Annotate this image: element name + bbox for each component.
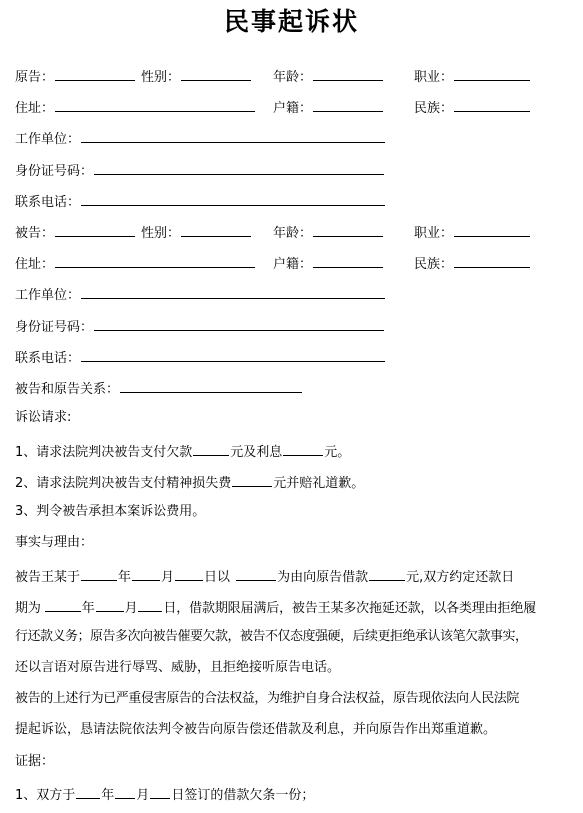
defendant-ethnicity-field xyxy=(414,253,531,271)
evidence-item-1 xyxy=(15,784,314,802)
defendant-employer-field xyxy=(15,284,386,302)
plaintiff-address-blank[interactable] xyxy=(55,97,255,112)
evidence-text: 年 xyxy=(101,788,115,803)
phone-label: 联系电话： xyxy=(15,351,81,366)
ethnicity-label: 民族： xyxy=(414,257,454,272)
loan-year-blank[interactable] xyxy=(81,566,117,581)
plaintiff-occupation-field xyxy=(414,66,531,84)
huji-label: 户籍： xyxy=(273,101,313,116)
defendant-id-blank[interactable] xyxy=(94,316,384,331)
claims-heading: 诉讼请求: xyxy=(15,410,72,425)
defendant-employer-blank[interactable] xyxy=(81,284,385,299)
defendant-occupation-field xyxy=(414,222,531,240)
defendant-age-blank[interactable] xyxy=(313,222,383,237)
defendant-phone-blank[interactable] xyxy=(81,347,385,362)
relation-field xyxy=(15,378,303,396)
loan-amount-blank[interactable] xyxy=(369,566,405,581)
id-label: 身份证号码： xyxy=(15,164,94,179)
plaintiff-address-field xyxy=(15,97,256,115)
relation-label: 被告和原告关系： xyxy=(15,382,120,397)
facts-line-2 xyxy=(15,597,536,615)
defendant-address-field xyxy=(15,253,256,271)
claim-3: 3、判令被告承担本案诉讼费用。 xyxy=(15,504,206,519)
plaintiff-name-blank[interactable] xyxy=(55,66,135,81)
facts-line-5: 被告的上述行为已严重侵害原告的合法权益，为维护自身合法权益，原告现依法向人民法院 xyxy=(15,691,520,706)
plaintiff-gender-blank[interactable] xyxy=(181,66,251,81)
gender-label: 性别： xyxy=(141,70,181,85)
claim-2 xyxy=(15,472,364,490)
ethnicity-label: 民族： xyxy=(414,101,454,116)
evidence-year-blank[interactable] xyxy=(76,784,100,799)
facts-text: 日以 xyxy=(204,570,231,585)
defendant-ethnicity-blank[interactable] xyxy=(454,253,530,268)
id-label: 身份证号码： xyxy=(15,320,94,335)
phone-label: 联系电话： xyxy=(15,195,81,210)
defendant-gender-blank[interactable] xyxy=(181,222,251,237)
document-title: 民事起诉状 xyxy=(223,7,359,36)
facts-line-4: 还以言语对原告进行辱骂、威胁，且拒绝接听原告电话。 xyxy=(15,660,341,675)
plaintiff-age-blank[interactable] xyxy=(313,66,383,81)
defendant-phone-field xyxy=(15,347,386,365)
plaintiff-ethnicity-blank[interactable] xyxy=(454,97,530,112)
defendant-occupation-blank[interactable] xyxy=(454,222,530,237)
claim-2-amount-blank[interactable] xyxy=(232,472,272,487)
due-year-blank[interactable] xyxy=(45,597,81,612)
facts-text: 期为 xyxy=(15,601,41,616)
plaintiff-label: 原告： xyxy=(15,70,55,85)
age-label: 年龄： xyxy=(273,70,313,85)
claim-2-text-a: 2、请求法院判决被告支付精神损失费 xyxy=(15,476,232,491)
plaintiff-occupation-blank[interactable] xyxy=(454,66,530,81)
plaintiff-huji-field xyxy=(273,97,384,115)
defendant-age-field xyxy=(273,222,384,240)
claim-1-amount-blank[interactable] xyxy=(193,441,229,456)
facts-text: 年 xyxy=(118,570,132,585)
defendant-huji-blank[interactable] xyxy=(313,253,383,268)
facts-text: 年 xyxy=(81,601,95,616)
facts-text: 月 xyxy=(124,601,138,616)
plaintiff-id-blank[interactable] xyxy=(94,160,384,175)
facts-text: 月 xyxy=(161,570,175,585)
defendant-name-field xyxy=(15,222,136,240)
loan-reason-blank[interactable] xyxy=(236,566,276,581)
plaintiff-name-field xyxy=(15,66,136,84)
plaintiff-id-field xyxy=(15,160,385,178)
facts-line-6: 提起诉讼，恳请法院依法判令被告向原告偿还借款及利息，并向原告作出郑重道歉。 xyxy=(15,722,497,737)
huji-label: 户籍： xyxy=(273,257,313,272)
evidence-day-blank[interactable] xyxy=(150,784,170,799)
loan-month-blank[interactable] xyxy=(132,566,160,581)
employer-label: 工作单位： xyxy=(15,288,81,303)
facts-line-1 xyxy=(15,566,514,584)
address-label: 住址： xyxy=(15,101,55,116)
facts-heading: 事实与理由： xyxy=(15,535,94,550)
defendant-id-field xyxy=(15,316,385,334)
plaintiff-employer-field xyxy=(15,128,386,146)
claim-1-interest-blank[interactable] xyxy=(283,441,323,456)
evidence-month-blank[interactable] xyxy=(115,784,135,799)
due-day-blank[interactable] xyxy=(138,597,162,612)
plaintiff-gender-field xyxy=(141,66,252,84)
plaintiff-phone-field xyxy=(15,191,386,209)
evidence-text: 月 xyxy=(136,788,150,803)
plaintiff-huji-blank[interactable] xyxy=(313,97,383,112)
facts-text: 日，借款期限届满后，被告王某多次拖延还款，以各类理由拒绝履 xyxy=(163,601,537,616)
claim-1-text-b: 元及利息 xyxy=(230,445,283,460)
evidence-text: 日签订的借款欠条一份； xyxy=(171,788,315,803)
facts-text: 元,双方约定还款日 xyxy=(406,570,515,585)
defendant-huji-field xyxy=(273,253,384,271)
claim-2-text-b: 元并赔礼道歉。 xyxy=(273,476,365,491)
employer-label: 工作单位： xyxy=(15,132,81,147)
loan-day-blank[interactable] xyxy=(175,566,203,581)
defendant-label: 被告： xyxy=(15,226,55,241)
relation-blank[interactable] xyxy=(120,378,302,393)
address-label: 住址： xyxy=(15,257,55,272)
defendant-name-blank[interactable] xyxy=(55,222,135,237)
occupation-label: 职业： xyxy=(414,226,454,241)
plaintiff-age-field xyxy=(273,66,384,84)
age-label: 年龄： xyxy=(273,226,313,241)
claim-1-text-a: 1、请求法院判决被告支付欠款 xyxy=(15,445,193,460)
facts-text: 被告王某于 xyxy=(15,570,81,585)
plaintiff-ethnicity-field xyxy=(414,97,531,115)
plaintiff-phone-blank[interactable] xyxy=(81,191,385,206)
defendant-address-blank[interactable] xyxy=(55,253,255,268)
facts-text: 为由向原告借款 xyxy=(277,570,369,585)
claim-1-text-c: 元。 xyxy=(324,445,351,460)
plaintiff-employer-blank[interactable] xyxy=(81,128,385,143)
facts-line-3: 行还款义务；原告多次向被告催要欠款，被告不仅态度强硬，后续更拒绝承认该笔欠款事实， xyxy=(15,629,528,644)
gender-label: 性别： xyxy=(141,226,181,241)
evidence-text: 1、双方于 xyxy=(15,788,76,803)
defendant-gender-field xyxy=(141,222,252,240)
claim-1 xyxy=(15,441,350,459)
evidence-heading: 证据： xyxy=(15,754,55,769)
occupation-label: 职业： xyxy=(414,70,454,85)
due-month-blank[interactable] xyxy=(96,597,124,612)
